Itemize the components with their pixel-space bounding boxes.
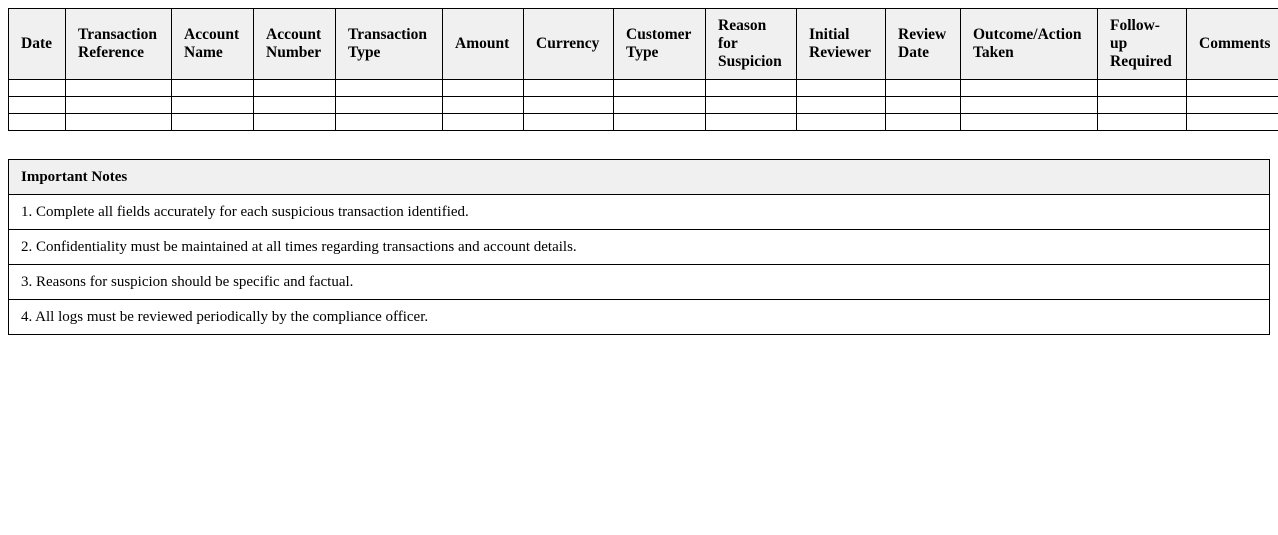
note-item: 2. Confidentiality must be maintained at all times regarding transactions and account details. [9,230,1270,265]
table-cell[interactable] [66,97,172,114]
header-row [9,9,1278,80]
header-follow-up-required: Follow- up Required [1098,9,1187,80]
table-cell[interactable] [254,80,336,97]
table-row [9,114,1278,131]
header-account-name: Account Name [172,9,254,80]
table-cell[interactable] [614,97,706,114]
table-cell[interactable] [254,114,336,131]
table-cell[interactable] [524,80,614,97]
header-transaction-reference: Transaction Reference [66,9,172,80]
table-cell[interactable] [706,97,797,114]
table-cell[interactable] [797,97,886,114]
table-cell[interactable] [886,97,961,114]
table-cell[interactable] [443,80,524,97]
table-cell[interactable] [443,97,524,114]
table-cell[interactable] [1098,97,1187,114]
table-cell[interactable] [524,114,614,131]
table-cell[interactable] [886,114,961,131]
table-cell[interactable] [797,114,886,131]
table-cell[interactable] [706,80,797,97]
table-cell[interactable] [797,80,886,97]
header-customer-type: Customer Type [614,9,706,80]
table-cell[interactable] [1098,80,1187,97]
note-item: 1. Complete all fields accurately for each suspicious transaction identified. [9,195,1270,230]
table-cell[interactable] [172,80,254,97]
table-cell[interactable] [9,80,66,97]
table-cell[interactable] [524,97,614,114]
notes-header-row [9,160,1270,195]
header-comments: Comments [1187,9,1278,80]
table-cell[interactable] [443,114,524,131]
table-row [9,97,1278,114]
table-cell[interactable] [1187,97,1278,114]
table-cell[interactable] [706,114,797,131]
note-row [9,265,1270,300]
header-review-date: Review Date [886,9,961,80]
header-account-number: Account Number [254,9,336,80]
note-item: 4. All logs must be reviewed periodically by the compliance officer. [9,300,1270,335]
note-row [9,195,1270,230]
table-cell[interactable] [614,114,706,131]
header-outcome-action-taken: Outcome/Action Taken [961,9,1098,80]
table-cell[interactable] [961,114,1098,131]
table-cell[interactable] [336,80,443,97]
note-item: 3. Reasons for suspicion should be specific and factual. [9,265,1270,300]
table-cell[interactable] [172,114,254,131]
table-cell[interactable] [172,97,254,114]
header-transaction-type: Transaction Type [336,9,443,80]
header-currency: Currency [524,9,614,80]
table-cell[interactable] [961,97,1098,114]
table-cell[interactable] [336,97,443,114]
important-notes-table [8,159,1270,335]
table-cell[interactable] [9,97,66,114]
header-date: Date [9,9,66,80]
table-cell[interactable] [254,97,336,114]
table-cell[interactable] [66,114,172,131]
table-cell[interactable] [1187,80,1278,97]
table-cell[interactable] [9,114,66,131]
note-row [9,230,1270,265]
table-cell[interactable] [961,80,1098,97]
table-cell[interactable] [614,80,706,97]
header-reason-for-suspicion: Reason for Suspicion [706,9,797,80]
suspicious-transaction-log-table [8,8,1278,131]
header-initial-reviewer: Initial Reviewer [797,9,886,80]
notes-title: Important Notes [9,160,1270,195]
header-amount: Amount [443,9,524,80]
table-cell[interactable] [66,80,172,97]
table-row [9,80,1278,97]
table-cell[interactable] [886,80,961,97]
table-cell[interactable] [336,114,443,131]
note-row [9,300,1270,335]
table-cell[interactable] [1187,114,1278,131]
table-cell[interactable] [1098,114,1187,131]
